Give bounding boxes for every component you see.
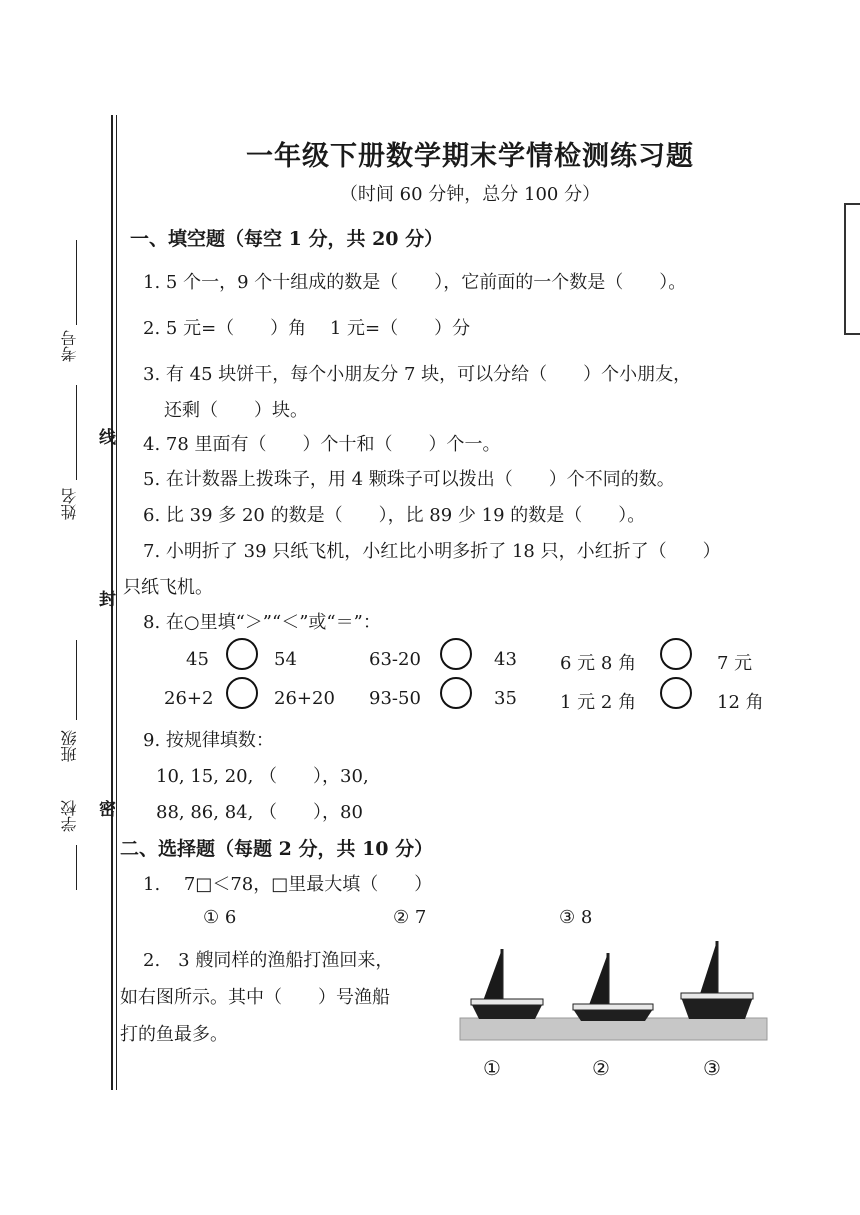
compare-right: 54 xyxy=(274,649,297,670)
compare-left: 63-20 xyxy=(369,649,421,670)
option-2[interactable]: ② 7 xyxy=(393,907,427,928)
compare-circle[interactable] xyxy=(440,677,472,709)
seal-char-seal: 封 xyxy=(95,590,115,607)
question-3-line2: 还剩（ ）块。 xyxy=(164,400,308,421)
question-7-line1: 7. 小明折了 39 只纸飞机，小红比小明多折了 18 只，小红折了（ ） xyxy=(143,541,721,562)
boat-label-3: ③ xyxy=(703,1056,721,1080)
compare-circle[interactable] xyxy=(660,638,692,670)
class-underline xyxy=(76,640,77,720)
question-2: 2. 5 元=（ ）角 1 元=（ ）分 xyxy=(143,318,471,339)
question-4: 4. 78 里面有（ ）个十和（ ）个一。 xyxy=(143,434,501,455)
choice-question-1: 1. 7□＜78，□里最大填（ ） xyxy=(143,874,433,895)
page-title: 一年级下册数学期末学情检测练习题 xyxy=(246,141,694,172)
option-3[interactable]: ③ 8 xyxy=(559,907,593,928)
question-7-line2: 只纸飞机。 xyxy=(123,577,213,598)
exam-number-label: 考号 xyxy=(60,330,79,362)
boat-3 xyxy=(681,941,753,1019)
option-1[interactable]: ① 6 xyxy=(203,907,237,928)
question-5: 5. 在计数器上拨珠子，用 4 颗珠子可以拨出（ ）个不同的数。 xyxy=(143,469,675,490)
choice-question-2-line3: 打的鱼最多。 xyxy=(120,1024,228,1045)
compare-left: 93-50 xyxy=(369,688,421,709)
compare-right: 26+20 xyxy=(274,688,335,709)
fishing-boats-figure xyxy=(455,935,775,1047)
compare-circle[interactable] xyxy=(226,638,258,670)
exam-number-underline xyxy=(76,240,77,325)
compare-right: 43 xyxy=(494,649,517,670)
sequence-1: 10, 15, 20, （ ），30, xyxy=(156,766,369,787)
compare-left: 1 元 2 角 xyxy=(560,692,637,713)
compare-right: 35 xyxy=(494,688,517,709)
compare-left: 6 元 8 角 xyxy=(560,653,637,674)
boat-2 xyxy=(573,953,653,1021)
school-underline xyxy=(76,845,77,890)
section1-heading: 一、填空题（每空 1 分，共 20 分） xyxy=(130,228,444,250)
question-9: 9. 按规律填数： xyxy=(143,730,274,751)
section2-heading: 二、选择题（每题 2 分，共 10 分） xyxy=(120,838,434,860)
choice-question-2-line1: 2. 3 艘同样的渔船打渔回来， xyxy=(143,950,394,971)
seal-char-line: 线 xyxy=(95,428,115,445)
name-label: 姓名 xyxy=(60,488,79,520)
boat-label-2: ② xyxy=(592,1056,610,1080)
name-underline xyxy=(76,385,77,480)
compare-left: 45 xyxy=(186,649,209,670)
boat-1 xyxy=(471,949,543,1019)
compare-circle[interactable] xyxy=(440,638,472,670)
boat-label-1: ① xyxy=(483,1056,501,1080)
edge-box xyxy=(844,203,860,335)
choice-question-2-line2: 如右图所示。其中（ ）号渔船 xyxy=(120,987,390,1008)
question-1: 1. 5 个一，9 个十组成的数是（ ），它前面的一个数是（ ）。 xyxy=(143,272,687,293)
school-label: 学校 xyxy=(60,800,79,832)
sequence-2: 88, 86, 84, （ ），80 xyxy=(156,802,363,823)
compare-right: 12 角 xyxy=(717,692,764,713)
water-strip xyxy=(460,1018,767,1040)
page-subtitle: （时间 60 分钟，总分 100 分） xyxy=(339,184,601,205)
compare-left: 26+2 xyxy=(164,688,214,709)
seal-char-secret: 密 xyxy=(95,800,115,817)
question-6: 6. 比 39 多 20 的数是（ ），比 89 少 19 的数是（ ）。 xyxy=(143,505,646,526)
question-3-line1: 3. 有 45 块饼干，每个小朋友分 7 块，可以分给（ ）个小朋友， xyxy=(143,364,692,385)
class-label: 班级 xyxy=(60,730,79,762)
compare-right: 7 元 xyxy=(717,653,753,674)
question-8: 8. 在○里填“＞”“＜”或“＝”： xyxy=(143,612,381,633)
compare-circle[interactable] xyxy=(660,677,692,709)
compare-circle[interactable] xyxy=(226,677,258,709)
